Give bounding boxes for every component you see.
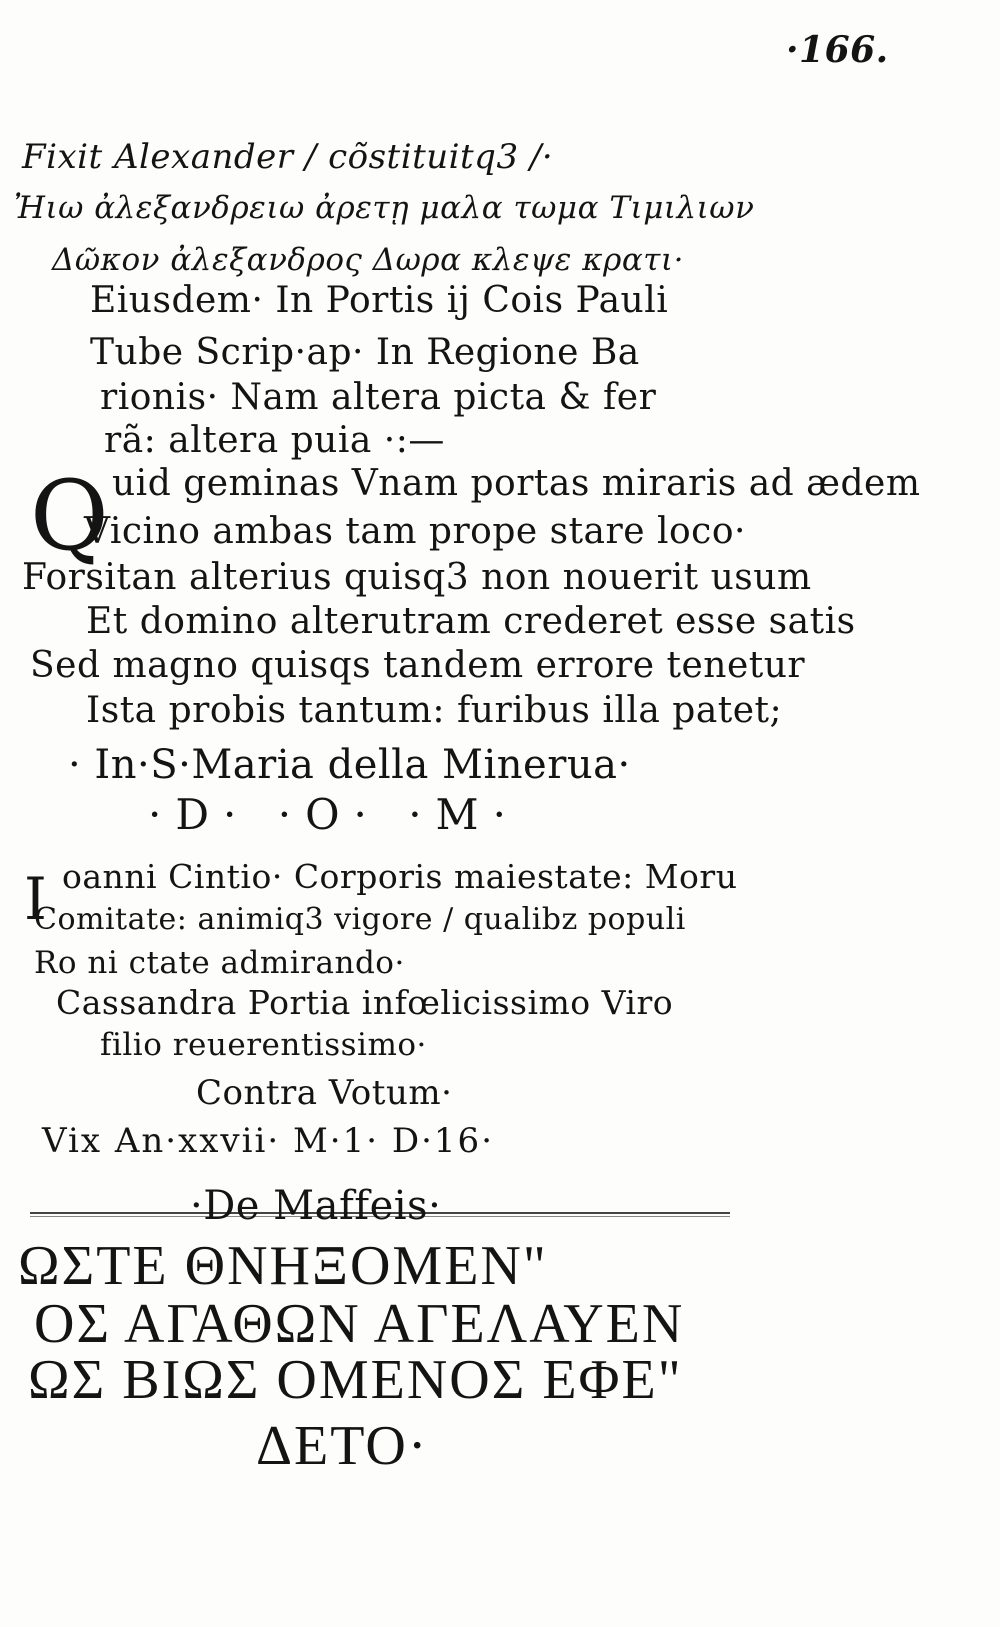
line-greek-caps-1: ΩΣΤΕ ΘΝΗΞΟΜΕΝ"	[18, 1235, 548, 1297]
line-ro-ni: Ro ni ctate admirando·	[34, 945, 405, 981]
line-forsitan: Forsitan alterius quisq3 non nouerit usum	[22, 557, 812, 598]
line-fixit-alexander: Fixit Alexander / cõstituitq3 /·	[22, 137, 554, 177]
page-number: ·166.	[786, 29, 889, 71]
line-contra-votum: Contra Votum·	[196, 1073, 453, 1113]
line-ista-probis: Ista probis tantum: furibus illa patet;	[86, 690, 783, 731]
line-vix-an: Vix An·xxvii· M·1· D·16·	[42, 1121, 494, 1161]
line-greek-caps-4: ΔΕΤΟ·	[256, 1415, 429, 1477]
line-greek-1: Ἠιω ἀλεξανδρειω ἀρετῃ μαλα τωμα Τιμιλιων	[14, 190, 755, 226]
line-greek-caps-2: ΟΣ ΑΓΑΘΩΝ ΑΓΕΛΑΥΕΝ	[34, 1293, 685, 1355]
line-filio: filio reuerentissimo·	[100, 1027, 427, 1063]
line-tube-scrip: Tube Scrip·ap· In Regione Ba	[90, 332, 640, 373]
line-altera-puia: rã: altera puia ·:—	[104, 420, 445, 461]
line-quid-geminas: uid geminas Vnam portas miraris ad ædem	[112, 463, 921, 504]
line-rionis: rionis· Nam altera picta & fer	[100, 377, 657, 418]
line-et-domino: Et domino alterutram crederet esse satis	[86, 601, 856, 642]
line-dom: ·D· ·O· ·M·	[148, 790, 520, 839]
line-in-s-maria: · In·S·Maria della Minerua·	[68, 742, 631, 788]
line-ioanni-cintio: oanni Cintio· Corporis maiestate: Moru	[62, 857, 738, 896]
line-greek-caps-3: ΩΣ ΒΙΩΣ ΟΜΕΝΟΣ ΕΦΕ"	[28, 1349, 683, 1411]
line-cassandra-portia: Cassandra Portia infœlicissimo Viro	[56, 983, 674, 1022]
line-eiusdem: Eiusdem· In Portis ij Cois Pauli	[90, 280, 669, 321]
line-sed-magno: Sed magno quisqs tandem errore tenetur	[30, 645, 806, 686]
line-greek-2: Δῶκον ἀλεξανδρος Δωρα κλεψε κρατι·	[52, 242, 684, 278]
line-de-maffeis: ·De Maffeis·	[190, 1183, 442, 1229]
line-comitate: Comitate: animiq3 vigore / qualibz populi	[34, 902, 686, 937]
line-vicino: Vicino ambas tam prope stare loco·	[84, 511, 746, 552]
drop-initial-i: I	[24, 865, 47, 933]
drop-initial-q: Q	[30, 460, 109, 572]
